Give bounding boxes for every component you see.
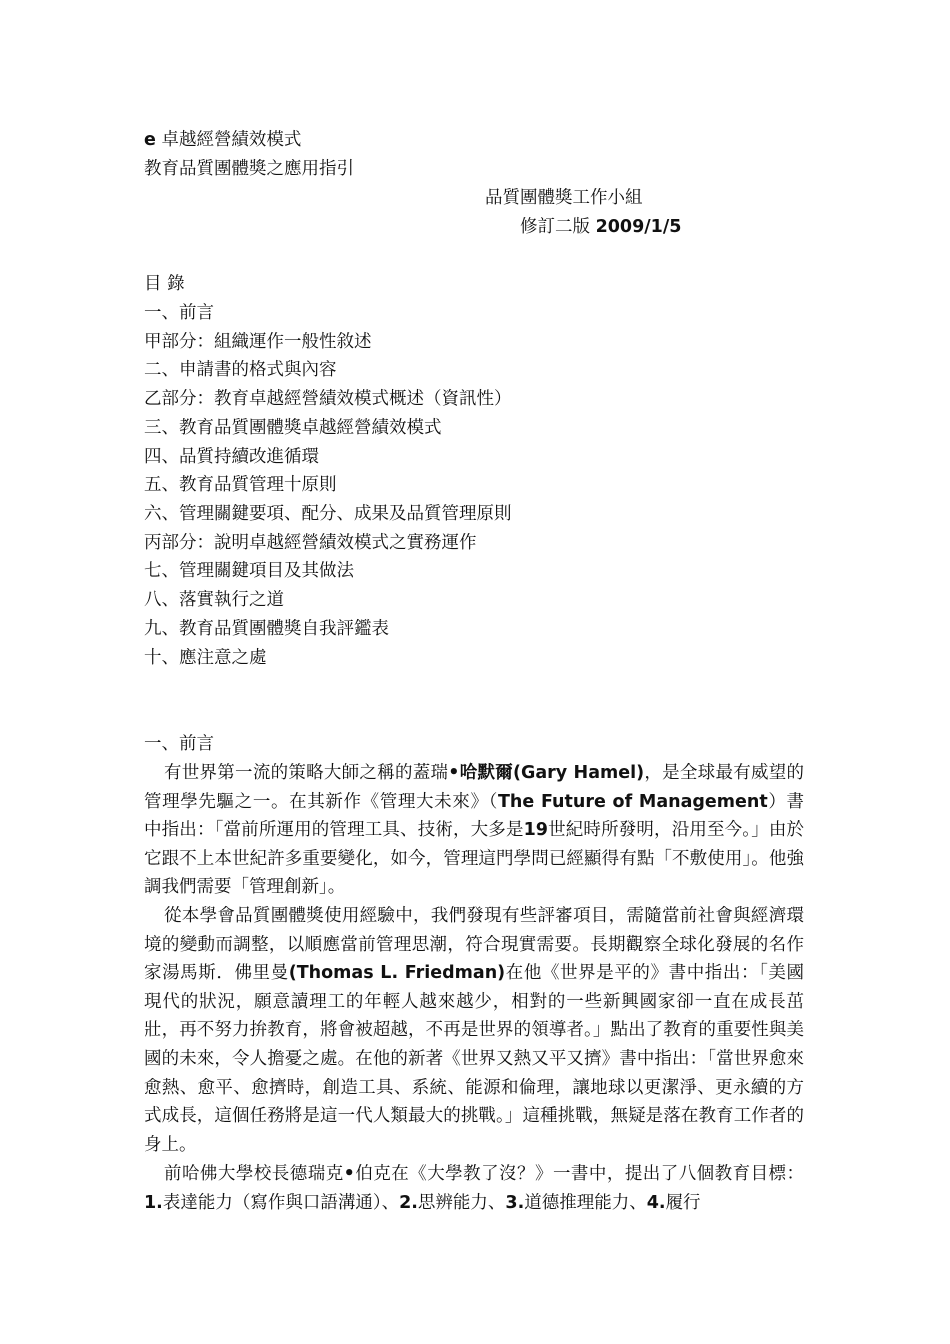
p3-text-i: 道德推理能力、 xyxy=(524,1192,647,1213)
document-subtitle: 教育品質團體獎之應用指引 xyxy=(144,159,354,179)
toc-item: 乙部分：教育卓越經營績效模式概述（資訊性） xyxy=(144,389,512,409)
title-prefix: e xyxy=(144,130,156,150)
section-heading: 一、前言 xyxy=(144,734,214,754)
p2-name-friedman: (Thomas L. Friedman) xyxy=(288,963,506,984)
toc-item: 七、管理關鍵項目及其做法 xyxy=(144,561,354,581)
toc-item: 二、申請書的格式與內容 xyxy=(144,360,337,380)
intro-paragraph-3 xyxy=(144,1160,804,1217)
p3-text-k: 履行 xyxy=(665,1192,701,1213)
toc-item: 一、前言 xyxy=(144,303,214,323)
toc-item: 八、落實執行之道 xyxy=(144,590,284,610)
toc-item: 甲部分：組織運作一般性敘述 xyxy=(144,332,372,352)
intro-paragraph-2 xyxy=(144,902,804,1159)
p3-text-a: 前哈佛大學校長德瑞克 xyxy=(164,1164,344,1184)
toc-item: 四、品質持續改進循環 xyxy=(144,447,319,467)
toc-item: 三、教育品質團體獎卓越經營績效模式 xyxy=(144,418,442,438)
intro-paragraph-1 xyxy=(144,759,804,902)
p1-century: 19 xyxy=(523,820,548,841)
p2-text-c: 在他《世界是平的》書中指出：「美國現代的狀況，願意讀理工的年輕人越來越少，相對的一些新興國家卻一直在成長茁壯，再不努力拚教育，將會被超越，不再是世界的領導者。」點出了教育的重要性與美國的未來，令人擔憂之處。在他的新著《世界又熱又平又擠》書中指出：「當世界愈來愈熱、愈平、愈擠時，創造工具、系統、能源和倫理，讓地球以更潔淨、更永續的方式成長，這個任務將是這一代人類最大的挑戰。」這種挑戰，無疑是落在教育工作者的身上。 xyxy=(144,963,805,1155)
p3-num-1: 1. xyxy=(144,1192,163,1213)
revision-label: 修訂二版 xyxy=(520,217,596,237)
p1-text-a: 有世界第一流的策略大師之稱的蓋瑞 xyxy=(164,763,449,783)
p3-num-2: 2. xyxy=(399,1192,418,1213)
p1-text-g: 世紀時所發明，沿用至今。」由於它跟不上本世紀許多重要變化，如今，管理這門學問已經顯得有點「不敷使用」。他強調我們需要「管理創新」。 xyxy=(144,820,805,898)
revision-line xyxy=(520,216,681,238)
p1-name-gary-hamel: •哈默爾(Gary Hamel) xyxy=(448,763,645,783)
p3-text-c: 伯克在《大學教了沒？》一書中，提出了八個教育目標： xyxy=(354,1164,805,1184)
p3-text-e: 表達能力（寫作與口語溝通）、 xyxy=(162,1192,400,1213)
p1-text-e: ）書中指出：「當前所運用的管理工具、技術，大多是 xyxy=(144,791,805,841)
toc-item: 丙部分：說明卓越經營績效模式之實務運作 xyxy=(144,533,477,553)
author-group: 品質團體獎工作小組 xyxy=(485,188,643,208)
toc-item: 六、管理關鍵要項、配分、成果及品質管理原則 xyxy=(144,504,512,524)
p3-bullet: • xyxy=(343,1164,355,1184)
p3-num-3: 3. xyxy=(505,1192,525,1213)
toc-item: 五、教育品質管理十原則 xyxy=(144,475,337,495)
p3-num-4: 4. xyxy=(646,1192,666,1213)
revision-date: 2009/1/5 xyxy=(595,217,682,237)
document-title xyxy=(144,129,301,151)
title-text: 卓越經營績效模式 xyxy=(155,130,302,150)
toc-item: 九、教育品質團體獎自我評鑑表 xyxy=(144,619,389,639)
p1-book-title: The Future of Management xyxy=(497,791,768,812)
toc-heading: 目 錄 xyxy=(144,274,185,294)
p1-text-c: ，是全球最有威望的管理學先驅之一。在其新作《管理大未來》（ xyxy=(144,763,805,812)
toc-item: 十、應注意之處 xyxy=(144,648,267,668)
p2-text-a: 從本學會品質團體獎使用經驗中，我們發現有些評審項目，需隨當前社會與經濟環境的變動而調整，以順應當前管理思潮，符合現實需要。長期觀察全球化發展的名作家湯馬斯．佛里曼 xyxy=(144,906,804,984)
p3-text-g: 思辨能力、 xyxy=(417,1192,506,1213)
